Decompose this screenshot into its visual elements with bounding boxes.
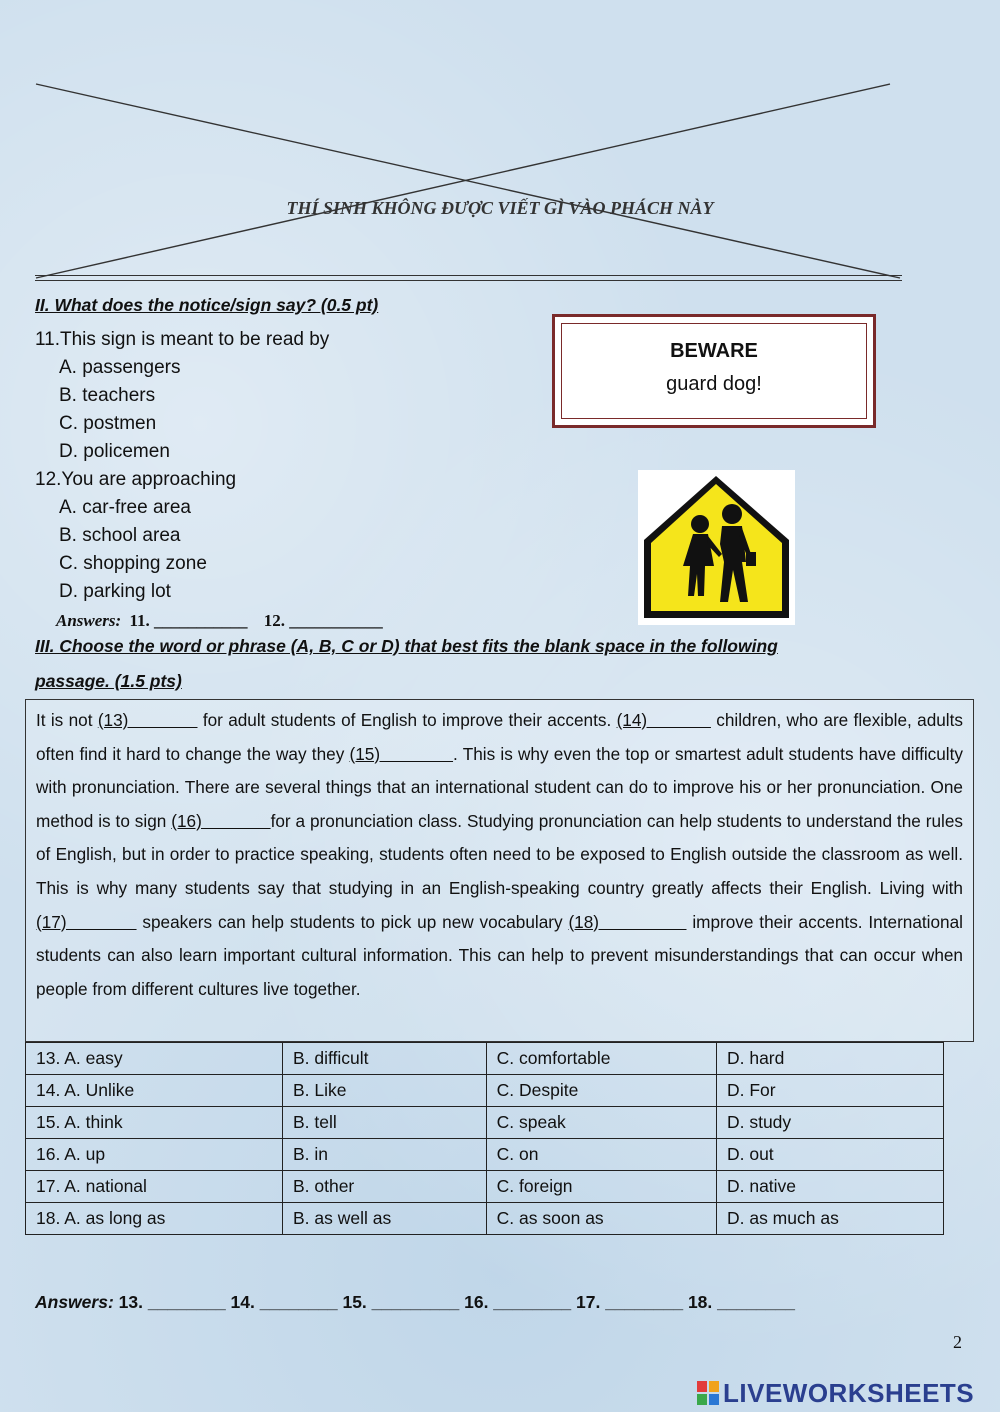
option-cell: D. study xyxy=(716,1107,943,1139)
passage-text: improve their accents. International students can also learn important cultural information. This can help to prevent misunderstandings that can occur when people from different cultures live together. xyxy=(36,911,963,999)
table-row xyxy=(26,1043,944,1075)
school-crossing-sign-icon xyxy=(638,470,795,625)
section3-answers[interactable] xyxy=(35,1292,795,1313)
section3-answers-label: Answers: xyxy=(35,1292,114,1312)
blank-14[interactable]: (14) xyxy=(616,710,711,730)
options-table xyxy=(25,1042,944,1235)
q11-stem: 11.This sign is meant to be read by xyxy=(35,329,330,350)
q11-option-a: A. passengers xyxy=(59,357,181,378)
option-cell: B. in xyxy=(282,1139,486,1171)
table-row xyxy=(26,1075,944,1107)
section2-title: II. What does the notice/sign say? (0.5 pt) xyxy=(35,295,379,315)
table-row xyxy=(26,1171,944,1203)
blank-13[interactable]: (13) xyxy=(97,710,198,730)
passage-text: speakers can help students to pick up new vocabulary xyxy=(136,911,569,932)
q11-option-b: B. teachers xyxy=(59,385,156,406)
passage-text: children, who are flexible, adults often find it hard to change the way they xyxy=(36,710,963,764)
option-cell: D. out xyxy=(716,1139,943,1171)
option-cell: D. For xyxy=(716,1075,943,1107)
page-number: 2 xyxy=(953,1332,962,1352)
q12-option-b: B. school area xyxy=(59,525,181,546)
option-cell: C. as soon as xyxy=(486,1203,716,1235)
section3-title-line1: III. Choose the word or phrase (A, B, C or D) that best fits the blank space in the following xyxy=(35,636,778,656)
section3-title-line2: passage. (1.5 pts) xyxy=(35,671,182,691)
option-cell: 16. A. up xyxy=(26,1139,283,1171)
option-cell: B. as well as xyxy=(282,1203,486,1235)
option-cell: 18. A. as long as xyxy=(26,1203,283,1235)
answer-12[interactable]: 12. ___________ xyxy=(263,611,383,630)
q12-stem: 12.You are approaching xyxy=(35,469,237,490)
option-cell: 15. A. think xyxy=(26,1107,283,1139)
passage-text: for adult students of English to improve their accents. xyxy=(197,710,617,730)
liveworksheets-logo xyxy=(697,1378,974,1409)
blank-15[interactable]: (15) xyxy=(349,743,454,764)
option-cell: B. Like xyxy=(282,1075,486,1107)
passage-text: It is not xyxy=(36,710,98,730)
table-row xyxy=(26,1107,944,1139)
crossed-out-lines xyxy=(0,0,1000,300)
section2-answers xyxy=(56,611,383,631)
section2-answers-label: Answers: xyxy=(56,611,122,630)
answer-11[interactable]: 11. ___________ xyxy=(129,611,248,630)
option-cell: D. native xyxy=(716,1171,943,1203)
option-cell: C. Despite xyxy=(486,1075,716,1107)
section3-answer-blanks[interactable]: 13. ________ 14. ________ 15. _________ 16. ________ 17. ________ 18. ________ xyxy=(113,1292,795,1312)
option-cell: C. speak xyxy=(486,1107,716,1139)
passage-text: for a pronunciation class. Studying pronunciation can help students to understand the rules of English, but in order to practice speaking, students often need to be exposed to English outside the classroom as well. This is why many students say that studying in an English-speaking country greatly affects their English. Living with xyxy=(36,810,963,898)
table-row xyxy=(26,1139,944,1171)
option-cell: 17. A. national xyxy=(26,1171,283,1203)
q11-option-d: D. policemen xyxy=(59,441,170,462)
q12-option-a: A. car-free area xyxy=(59,497,191,518)
option-cell: D. hard xyxy=(716,1043,943,1075)
reading-passage xyxy=(25,699,974,1042)
beware-dog-sign xyxy=(552,314,876,428)
blank-18[interactable]: (18) xyxy=(568,911,687,932)
option-cell: C. foreign xyxy=(486,1171,716,1203)
blank-16[interactable]: (16) xyxy=(171,810,271,831)
option-cell: 13. A. easy xyxy=(26,1043,283,1075)
q11-option-c: C. postmen xyxy=(59,413,157,434)
option-cell: B. tell xyxy=(282,1107,486,1139)
blank-17[interactable]: (17) xyxy=(36,911,137,932)
option-cell: B. difficult xyxy=(282,1043,486,1075)
table-row xyxy=(26,1203,944,1235)
option-cell: D. as much as xyxy=(716,1203,943,1235)
option-cell: B. other xyxy=(282,1171,486,1203)
double-divider xyxy=(35,275,902,281)
option-cell: C. on xyxy=(486,1139,716,1171)
sign-beware-text: BEWARE xyxy=(670,340,758,362)
option-cell: 14. A. Unlike xyxy=(26,1075,283,1107)
option-cell: C. comfortable xyxy=(486,1043,716,1075)
phach-notice: THÍ SINH KHÔNG ĐƯỢC VIẾT GÌ VÀO PHÁCH NÀY xyxy=(286,198,714,218)
question-11 xyxy=(35,326,535,606)
q12-option-d: D. parking lot xyxy=(59,581,171,602)
passage-text: . This is why even the top or smartest adult students have difficulty with pronunciation. There are several things that an international student can do to improve his or her pronunciation. One method is to sign xyxy=(36,743,963,831)
liveworksheets-logo-icon xyxy=(697,1381,719,1405)
q12-option-c: C. shopping zone xyxy=(59,553,207,574)
logo-text: LIVEWORKSHEETS xyxy=(723,1378,975,1408)
sign-guard-dog-text: guard dog! xyxy=(666,373,762,395)
